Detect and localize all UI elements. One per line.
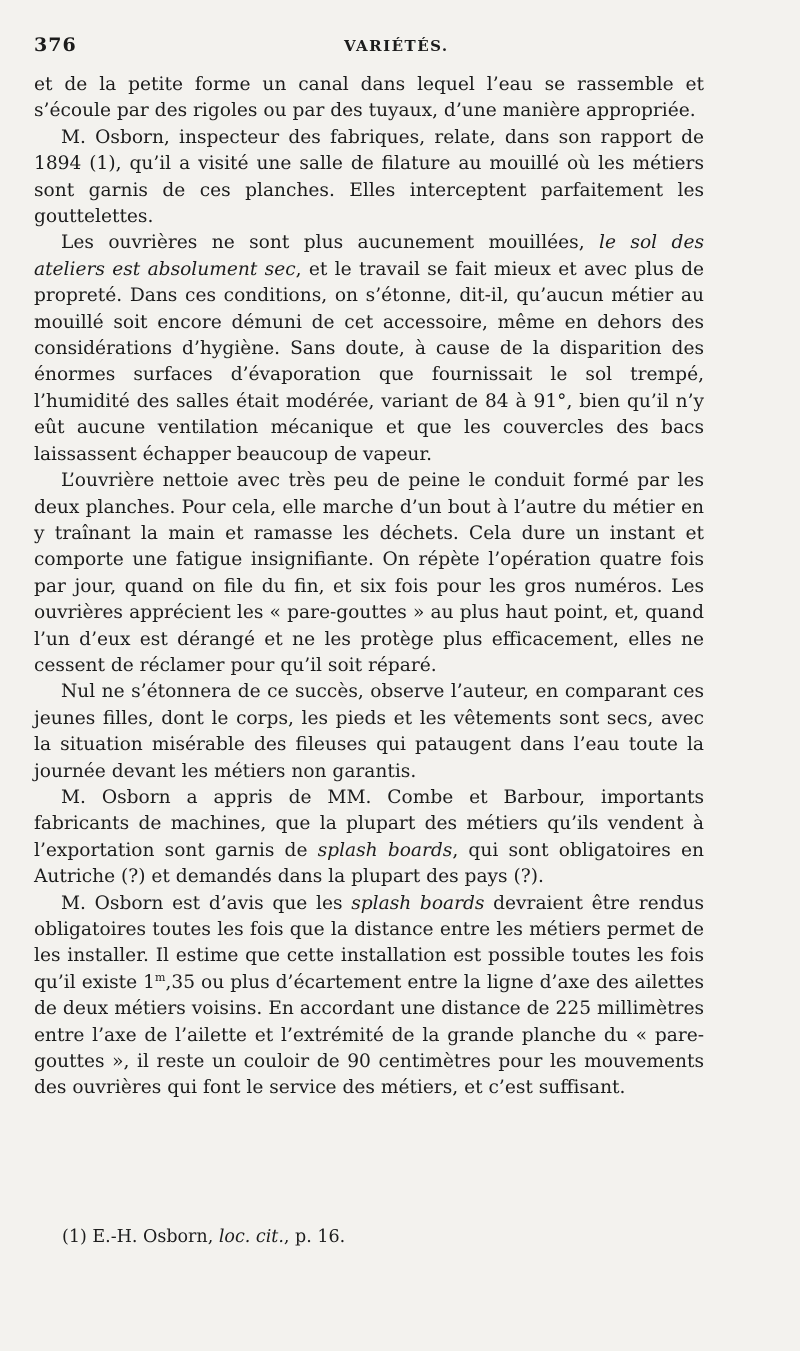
italic-text: splash boards [317, 839, 453, 861]
italic-text: splash boards [351, 892, 485, 914]
footnote [62, 1227, 345, 1247]
text-run: devraient être rendus obligatoires toutes les fois que la distance entre les métiers permet de les installer. Il estime que cette installation est possible toutes les fois qu’il existe 1 [34, 892, 704, 993]
text-run: M. Osborn a appris de MM. Combe et Barbour, importants fabricants de machines, que la plupart des métiers qu’ils vendent à l’exportation sont garnis de [34, 786, 704, 861]
paragraph [34, 891, 704, 1102]
paragraph [34, 679, 704, 785]
body-text [34, 72, 704, 1102]
text-run: M. Osborn est d’avis que les [61, 892, 352, 914]
text-run: M. Osborn, inspecteur des fabriques, relate, dans son rapport de 1894 (1), qu’il a visité une salle de filature au mouillé où les métiers sont garnis de ces planches. Elles interceptent parfaitement les gouttelettes. [34, 126, 704, 228]
italic-text: le sol des ateliers est absolument sec [34, 232, 705, 280]
italic-text: loc. cit. [218, 1227, 284, 1247]
superscript-text: m [155, 970, 166, 984]
paragraph [34, 468, 704, 679]
running-head: VARIÉTÉS. [344, 37, 449, 55]
text-run: et de la petite forme un canal dans lequel l’eau se rassemble et s’écoule par des rigoles ou par des tuyaux, d’une manière appropriée. [34, 74, 704, 122]
paragraph [34, 125, 704, 231]
text-run: , p. 16. [283, 1227, 346, 1247]
paragraph [34, 230, 704, 468]
page-header [34, 34, 704, 64]
text-run: Nul ne s’étonnera de ce succès, observe l’auteur, en comparant ces jeunes filles, dont le corps, les pieds et les vêtements sont secs, avec la situation misérable des fileuses qui pataugent dans l’eau toute la journée devant les métiers non garantis. [34, 681, 704, 782]
text-run: L’ouvrière nettoie avec très peu de peine le conduit formé par les deux planches. Pour cela, elle marche d’un bout à l’autre du métier en y traînant la main et ramasse les déchets. Cela dure un instant et comporte une fatigue insignifiante. On répète l’opération quatre fois par jour, quand on file du fin, et six fois pour les gros numéros. Les ouvrières apprécient les « pare-gouttes » au plus haut point, et, quand l’un d’eux est dérangé et ne les protège plus efficacement, elles ne cessent de réclamer pour qu’il soit réparé. [34, 470, 704, 676]
text-run: Les ouvrières ne sont plus aucunement mouillées, [61, 232, 600, 254]
text-run: , et le travail se fait mieux et avec plus de propreté. Dans ces conditions, on s’étonne, dit-il, qu’aucun métier au mouillé soit encore démuni de cet accessoire, même en dehors des considérations d’hygiène. Sans doute, à cause de la disparition des énormes surfaces d’évaporation que fournissait le sol trempé, l’humidité des salles était modérée, variant de 84 à 91°, bien qu’il n’y eût aucune ventilation mécanique et que les couvercles des bacs laissassent échapper beaucoup de vapeur. [34, 258, 704, 465]
text-run: ,35 ou plus d’écartement entre la ligne d’axe des ailettes de deux métiers voisins. En accordant une distance de 225 millimètres entre l’axe de l’ailette et l’extrémité de la grande planche du « pare-gouttes », il reste un couloir de 90 centimètres pour les mouvements des ouvrières qui font le service des métiers, et c’est suffisant. [34, 971, 704, 1099]
paragraph [34, 785, 704, 891]
text-run: , qui sont obligatoires en Autriche (?) et demandés dans la plupart des pays (?). [34, 839, 704, 888]
page-number: 376 [34, 34, 77, 56]
paragraph [34, 72, 704, 125]
text-run: (1) E.-H. Osborn, [62, 1227, 219, 1247]
